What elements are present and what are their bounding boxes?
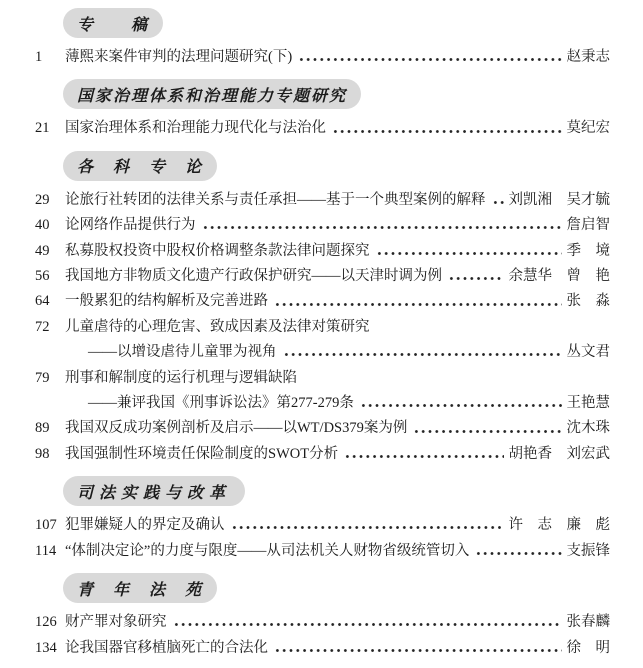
section-header-pill xyxy=(63,151,217,181)
dot-leader xyxy=(448,264,504,289)
entry-authors: 徐 明 xyxy=(566,639,610,656)
dot-leader xyxy=(492,188,504,213)
section-header-label: 各 科 专 论 xyxy=(77,159,204,177)
entry-row xyxy=(35,45,610,70)
page-number: 126 xyxy=(35,614,57,631)
entry-title: 我国地方非物质文化遗产行政保护研究——以天津时调为例 xyxy=(65,268,442,285)
page-number: 21 xyxy=(35,120,50,137)
entry-row xyxy=(35,239,610,264)
entry-row xyxy=(35,188,610,213)
section-header xyxy=(63,8,610,38)
entry-title: 我国强制性环境责任保险制度的SWOT分析 xyxy=(65,445,339,462)
page-number: 1 xyxy=(35,49,43,65)
page-number: 89 xyxy=(35,420,50,437)
dot-leader xyxy=(173,610,562,635)
entry-title: 私募股权投资中股权价格调整条款法律问题探究 xyxy=(65,242,370,259)
entry-row xyxy=(35,213,610,238)
entry-authors: 张 淼 xyxy=(566,293,610,310)
page-number: 107 xyxy=(35,517,57,534)
section-header-pill xyxy=(63,79,361,109)
dot-leader xyxy=(231,513,504,538)
dot-leader xyxy=(274,289,562,314)
dot-leader xyxy=(298,45,561,70)
entry-authors: 季 境 xyxy=(566,242,610,259)
entry-row xyxy=(35,416,610,441)
entry-title: ——兼评我国《刑事诉讼法》第277-279条 xyxy=(88,395,354,412)
dot-leader xyxy=(202,213,562,238)
entry-authors: 王艳慧 xyxy=(566,395,610,412)
page-number: 134 xyxy=(35,639,57,656)
section-header-label: 专 稿 xyxy=(77,16,150,34)
dot-leader xyxy=(360,391,562,416)
dot-leader xyxy=(413,416,561,441)
dot-leader xyxy=(475,539,561,564)
section-header-pill xyxy=(63,8,163,38)
section-header xyxy=(63,573,610,603)
entry-row xyxy=(35,264,610,289)
page-number: 72 xyxy=(35,318,50,335)
page-number: 49 xyxy=(35,242,50,259)
entry-title: 刑事和解制度的运行机理与逻辑缺陷 xyxy=(65,369,297,386)
entry-row xyxy=(35,315,610,340)
entry-authors: 沈木珠 xyxy=(566,420,610,437)
entry-title: “体制决定论”的力度与限度——从司法机关人财物省级统管切入 xyxy=(65,542,470,559)
page-number: 56 xyxy=(35,268,50,285)
entry-title: 薄熙来案件审判的法理问题研究(下) xyxy=(65,49,293,65)
page-number: 40 xyxy=(35,217,50,234)
entry-authors: 支振锋 xyxy=(566,542,610,559)
entry-title: ——以增设虐待儿童罪为视角 xyxy=(88,344,277,361)
dot-leader xyxy=(332,116,562,141)
section-header-pill xyxy=(63,573,217,603)
entry-authors: 詹启智 xyxy=(566,217,610,234)
page-number: 98 xyxy=(35,445,50,462)
entry-title: 我国双反成功案例剖析及启示——以WT/DS379案为例 xyxy=(65,420,408,437)
entry-row xyxy=(35,513,610,538)
entry-authors: 刘凯湘 吴才毓 xyxy=(508,191,610,208)
section-header-pill xyxy=(63,476,245,506)
entry-row xyxy=(35,539,610,564)
entry-authors: 丛文君 xyxy=(566,344,610,361)
entry-authors: 许 志 廉 彪 xyxy=(508,517,610,534)
entry-row xyxy=(35,116,610,141)
dot-leader xyxy=(344,442,503,467)
entry-row xyxy=(35,610,610,635)
entry-authors: 赵秉志 xyxy=(566,49,610,65)
entry-title: 论网络作品提供行为 xyxy=(65,217,196,234)
dot-leader xyxy=(376,239,562,264)
entry-title: 一般累犯的结构解析及完善进路 xyxy=(65,293,268,310)
entry-row xyxy=(35,442,610,467)
page-number: 114 xyxy=(35,542,57,559)
entry-authors: 胡艳香 刘宏武 xyxy=(508,445,610,462)
entry-continuation-row xyxy=(35,340,610,365)
section-header-label: 国家治理体系和治理能力专题研究 xyxy=(77,87,348,105)
entry-continuation-row xyxy=(35,391,610,416)
section-header xyxy=(63,151,610,181)
entry-title: 犯罪嫌疑人的界定及确认 xyxy=(65,517,225,534)
section-header xyxy=(63,476,610,506)
dot-leader xyxy=(283,340,562,365)
entry-title: 儿童虐待的心理危害、致成因素及法律对策研究 xyxy=(65,318,370,335)
entry-title: 国家治理体系和治理能力现代化与法治化 xyxy=(65,120,326,137)
section-header-label: 青 年 法 苑 xyxy=(77,581,204,599)
entry-row xyxy=(35,366,610,391)
page-number xyxy=(35,391,65,416)
dot-leader xyxy=(274,636,562,661)
entry-row xyxy=(35,289,610,314)
entry-title: 财产罪对象研究 xyxy=(65,614,167,631)
page-number xyxy=(35,340,65,365)
entry-authors: 莫纪宏 xyxy=(566,120,610,137)
entry-authors: 张春麟 xyxy=(566,614,610,631)
entry-title: 论我国器官移植脑死亡的合法化 xyxy=(65,639,268,656)
entry-row xyxy=(35,636,610,661)
page-number: 29 xyxy=(35,191,50,208)
entry-authors: 余慧华 曾 艳 xyxy=(508,268,610,285)
section-header-label: 司法实践与改革 xyxy=(77,484,232,502)
section-header xyxy=(63,79,610,109)
entry-title: 论旅行社转团的法律关系与责任承担——基于一个典型案例的解释 xyxy=(65,191,486,208)
page-number: 64 xyxy=(35,293,50,310)
page-number: 79 xyxy=(35,369,50,386)
